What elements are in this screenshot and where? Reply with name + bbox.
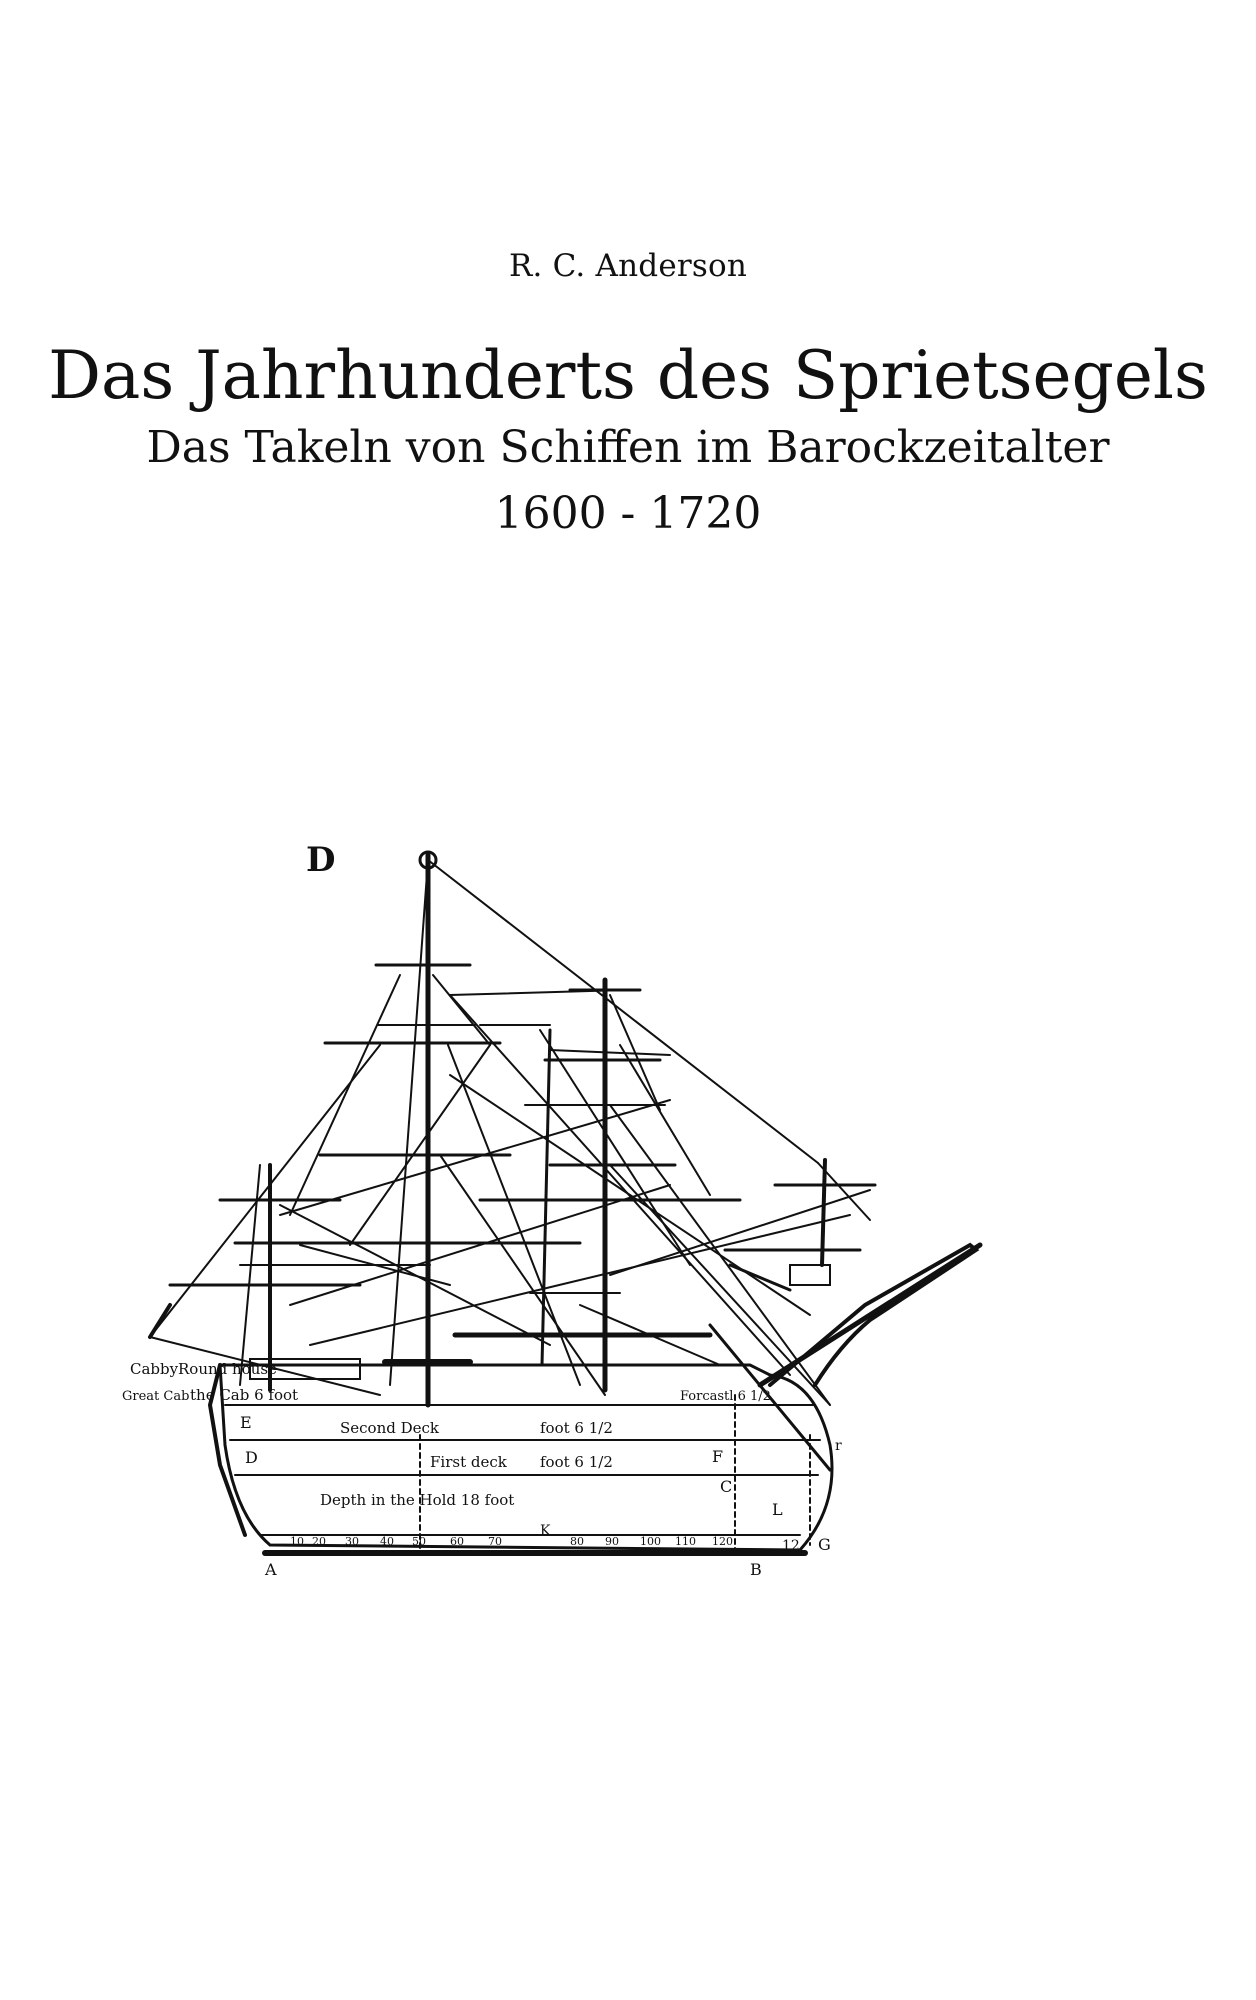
hull-label-c: C [720, 1477, 733, 1496]
scale-10: 10 [290, 1535, 304, 1548]
hull-label-first-deck-height: foot 6 1/2 [540, 1453, 613, 1471]
ship-rigging-drawing [122, 745, 1110, 1605]
hull-label-k: K [540, 1523, 551, 1539]
book-subtitle: Das Takeln von Schiffen im Barockzeitalter [146, 422, 1110, 473]
scale-20: 20 [312, 1535, 326, 1548]
scale-50: 50 [412, 1535, 426, 1548]
year-range: 1600 - 1720 [494, 488, 762, 539]
scale-110: 110 [675, 1535, 696, 1548]
hull-label-round-house: Round house [178, 1360, 277, 1378]
scale-30: 30 [345, 1535, 359, 1548]
hull-label-second-deck: Second Deck [340, 1419, 440, 1437]
hull-label-first-deck: First deck [430, 1453, 507, 1471]
hull-label-d: D [245, 1448, 258, 1467]
hull-label-forecastle: Forcastl 6 1/2 [680, 1389, 771, 1404]
hull-label-g: G [818, 1535, 831, 1554]
hull-label-cabby: Cabby [130, 1360, 179, 1378]
hull-label-a: A [265, 1560, 277, 1579]
hull-label-r: r [835, 1438, 842, 1454]
scale-70: 70 [488, 1535, 502, 1548]
hull-label-second-deck-height: foot 6 1/2 [540, 1419, 613, 1437]
hull-label-great-cab: Great Cab [122, 1389, 190, 1404]
book-title: Das Jahrhunderts des Sprietsegels [48, 337, 1208, 414]
hull-label-depth: Depth in the Hold 18 foot [320, 1491, 515, 1509]
scale-60: 60 [450, 1535, 464, 1548]
hull-label-e: E [240, 1413, 252, 1432]
figure-label: D [306, 840, 336, 880]
hull-label-12: 12 [782, 1538, 800, 1554]
hull-label-l: L [772, 1500, 783, 1519]
scale-80: 80 [570, 1535, 584, 1548]
scale-40: 40 [380, 1535, 394, 1548]
author: R. C. Anderson [508, 248, 748, 284]
scale-90: 90 [605, 1535, 619, 1548]
hull-label-f: F [712, 1447, 724, 1466]
scale-120: 120 [712, 1535, 733, 1548]
scale-100: 100 [640, 1535, 661, 1548]
hull-label-b: B [750, 1560, 762, 1579]
hull-label-the-cab: the Cab 6 foot [190, 1386, 299, 1404]
